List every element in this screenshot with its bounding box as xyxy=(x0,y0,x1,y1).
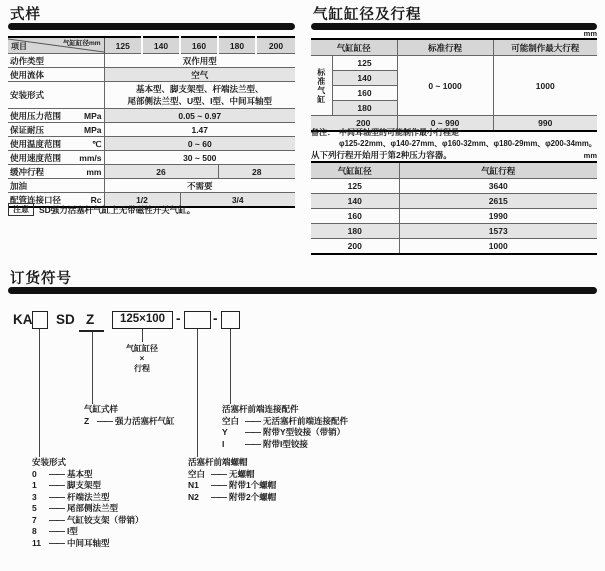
row-value: 1.47 xyxy=(104,123,295,137)
std-stroke-cell: 0 ~ 1000 xyxy=(397,56,493,116)
spec-row xyxy=(8,165,295,179)
corner-item-label: 项目 xyxy=(11,42,27,51)
block-title: 活塞杆前端螺帽 xyxy=(188,457,248,467)
spec-row xyxy=(8,54,295,68)
list-item: 8 —— I型 xyxy=(32,526,78,536)
unit-label: ℃ xyxy=(91,138,102,149)
spec-corner-cell xyxy=(8,37,104,54)
row-value: 双作用型 xyxy=(104,54,295,68)
code-nut-box xyxy=(184,311,211,329)
list-item: 0 —— 基本型 xyxy=(32,468,93,479)
col-header-stroke: 气缸行程 xyxy=(399,162,597,179)
spec-row xyxy=(8,109,295,123)
remark-label: 备注： xyxy=(311,128,335,137)
spec-row xyxy=(8,82,295,109)
row-value: 不需要 xyxy=(104,179,295,193)
code-separator: - xyxy=(176,311,181,326)
list-item: 5 —— 尾部侧法兰型 xyxy=(32,503,119,513)
block-title: 气缸式样 xyxy=(84,404,119,414)
ordering-code-section xyxy=(0,262,605,571)
list-item: 3 —— 杆端法兰型 xyxy=(32,491,110,502)
row-label: 安装形式 xyxy=(8,82,104,109)
remark-line1: 中间耳轴型的可能制作最小行程是 xyxy=(339,128,459,137)
list-item: 1 —— 脚支架型 xyxy=(32,480,102,490)
col-header-bore: 气缸缸径 xyxy=(311,39,397,56)
list-item: 11 —— 中间耳轴型 xyxy=(32,537,110,548)
bore-cell: 140 xyxy=(332,71,397,86)
row-value: 1/2 xyxy=(104,193,180,208)
block-title: 活塞杆前端连接配件 xyxy=(222,404,299,414)
bore-header: 140 xyxy=(142,37,180,54)
spec-row xyxy=(8,137,295,151)
stroke-cell: 2615 xyxy=(399,194,597,209)
row-label: 使用压力范围 MPa xyxy=(8,109,104,123)
stroke-row xyxy=(311,209,597,224)
code-mount-box xyxy=(32,311,48,329)
row-label: 动作类型 xyxy=(8,54,104,68)
spec-row xyxy=(8,123,295,137)
unit-label-mm: mm xyxy=(583,151,597,160)
rod-nut-block xyxy=(188,457,276,503)
leader-line-bore-stroke xyxy=(142,329,143,342)
list-item: N1 —— 附带1个螺帽 xyxy=(188,480,277,490)
bore-cell: 160 xyxy=(311,209,399,224)
spec-section-title: 式样 xyxy=(10,7,41,23)
bore-cell: 125 xyxy=(332,56,397,71)
unit-label: mm/s xyxy=(79,152,102,163)
unit-label-mm: mm xyxy=(583,29,597,38)
code-style: Z xyxy=(86,312,95,327)
stroke-row xyxy=(311,239,597,255)
remark-line2: φ125-22mm、φ140-27mm、φ160-32mm、φ180-29mm、φ200-34mm。 xyxy=(339,138,597,148)
bore-header: 160 xyxy=(180,37,218,54)
row-label: 使用速度范围 mm/s xyxy=(8,151,104,165)
bore-cell: 200 xyxy=(311,116,397,132)
leader-line-mount xyxy=(39,329,40,457)
mounting-style-block xyxy=(32,457,144,549)
list-item: 空白 —— 无螺帽 xyxy=(188,468,255,479)
row-value: 30 ~ 500 xyxy=(104,151,295,165)
bore-header: 200 xyxy=(256,37,295,54)
row-value: 基本型、脚支架型、杆端法兰型、 尾部侧法兰型、U型、I型、中间耳轴型 xyxy=(104,82,295,109)
row-label: 使用温度范围 ℃ xyxy=(8,137,104,151)
spec-row xyxy=(8,68,295,82)
bore-cell: 180 xyxy=(332,101,397,116)
bore-cell: 160 xyxy=(332,86,397,101)
unit-label: MPa xyxy=(84,110,102,121)
row-label: 加油 xyxy=(8,179,104,193)
bore-table-header xyxy=(311,39,597,56)
list-item: 空白 —— 无活塞杆前端连接配件 xyxy=(222,415,349,426)
bore-header: 125 xyxy=(104,37,142,54)
list-item: Y —— 附带Y型铰接（带销） xyxy=(222,427,346,437)
bore-cell: 125 xyxy=(311,179,399,194)
stroke-cell: 1000 xyxy=(399,239,597,255)
unit-label: MPa xyxy=(84,124,102,135)
leader-line-fitting xyxy=(230,329,231,404)
spec-row xyxy=(8,151,295,165)
bore-section-title: 气缸缸径及行程 xyxy=(313,7,422,23)
order-section-title: 订货符号 xyxy=(10,271,72,287)
row-label: 使用流体 xyxy=(8,68,104,82)
code-bore-stroke-box: 125×100 xyxy=(112,311,173,329)
vessel-note-text: 从下列行程开始用于第2种压力容器。 xyxy=(311,150,452,160)
col-header-max-stroke: 可能制作最大行程 xyxy=(493,39,597,56)
pressure-vessel-note xyxy=(311,149,597,161)
max-stroke-cell: 1000 xyxy=(493,56,597,116)
stroke-cell: 3640 xyxy=(399,179,597,194)
code-mid: SD xyxy=(56,312,75,327)
notice-text: SD强力活塞杆气缸上无带磁性开关气缸。 xyxy=(39,204,196,215)
bore-stroke-label: 气缸缸径 × 行程 xyxy=(126,344,158,373)
leader-line-nut xyxy=(197,329,198,457)
corner-bore-label: 气缸缸径mm xyxy=(62,40,101,47)
stroke-cell: 1573 xyxy=(399,224,597,239)
max-stroke-cell: 990 xyxy=(493,116,597,132)
col-header-std-stroke: 标准行程 xyxy=(397,39,493,56)
bore-stroke-table xyxy=(311,38,597,132)
code-prefix: KA xyxy=(13,312,33,327)
list-item: Z —— 强力活塞杆气缸 xyxy=(84,415,175,426)
unit-label: Rc xyxy=(90,194,102,205)
row-value: 3/4 xyxy=(180,193,295,208)
code-fitting-box xyxy=(221,311,240,329)
spec-notice xyxy=(8,203,195,216)
stroke-row xyxy=(311,224,597,239)
bore-header: 180 xyxy=(218,37,256,54)
code-separator: - xyxy=(213,311,218,326)
unit-label: mm xyxy=(86,166,102,177)
col-header-bore: 气缸缸径 xyxy=(311,162,399,179)
vessel-stroke-table xyxy=(311,161,597,255)
order-title-bar xyxy=(8,287,597,294)
row-value: 0 ~ 60 xyxy=(104,137,295,151)
spec-title-bar xyxy=(8,23,295,30)
bore-row xyxy=(311,56,597,71)
row-value: 0.05 ~ 0.97 xyxy=(104,109,295,123)
list-item: N2 —— 附带2个螺帽 xyxy=(188,491,277,502)
row-value: 26 xyxy=(104,165,218,179)
std-stroke-cell: 0 ~ 990 xyxy=(397,116,493,132)
block-title: 安装形式 xyxy=(32,457,67,467)
cylinder-style-block xyxy=(84,404,175,427)
notice-badge: 注意 xyxy=(8,203,34,216)
side-label-standard-cylinder: 标准气缸 xyxy=(311,56,332,116)
rod-fitting-block xyxy=(222,404,348,450)
bore-cell: 180 xyxy=(311,224,399,239)
bore-cell: 200 xyxy=(311,239,399,255)
bore-remark xyxy=(311,128,601,149)
spec-header-row xyxy=(8,37,295,54)
stroke-row xyxy=(311,194,597,209)
spec-row xyxy=(8,179,295,193)
row-value: 空气 xyxy=(104,68,295,82)
row-label: 配管连接口径 Rc xyxy=(8,193,104,208)
list-item: 7 —— 气缸铰支架（带销） xyxy=(32,514,144,525)
stroke-table-header xyxy=(311,162,597,179)
row-value: 28 xyxy=(218,165,295,179)
spec-table xyxy=(8,36,295,208)
leader-line-style xyxy=(92,332,93,404)
bore-cell: 140 xyxy=(311,194,399,209)
row-label: 缓冲行程 mm xyxy=(8,165,104,179)
stroke-row xyxy=(311,179,597,194)
row-label: 保证耐压 MPa xyxy=(8,123,104,137)
list-item: I —— 附带I型铰接 xyxy=(222,438,308,449)
stroke-cell: 1990 xyxy=(399,209,597,224)
